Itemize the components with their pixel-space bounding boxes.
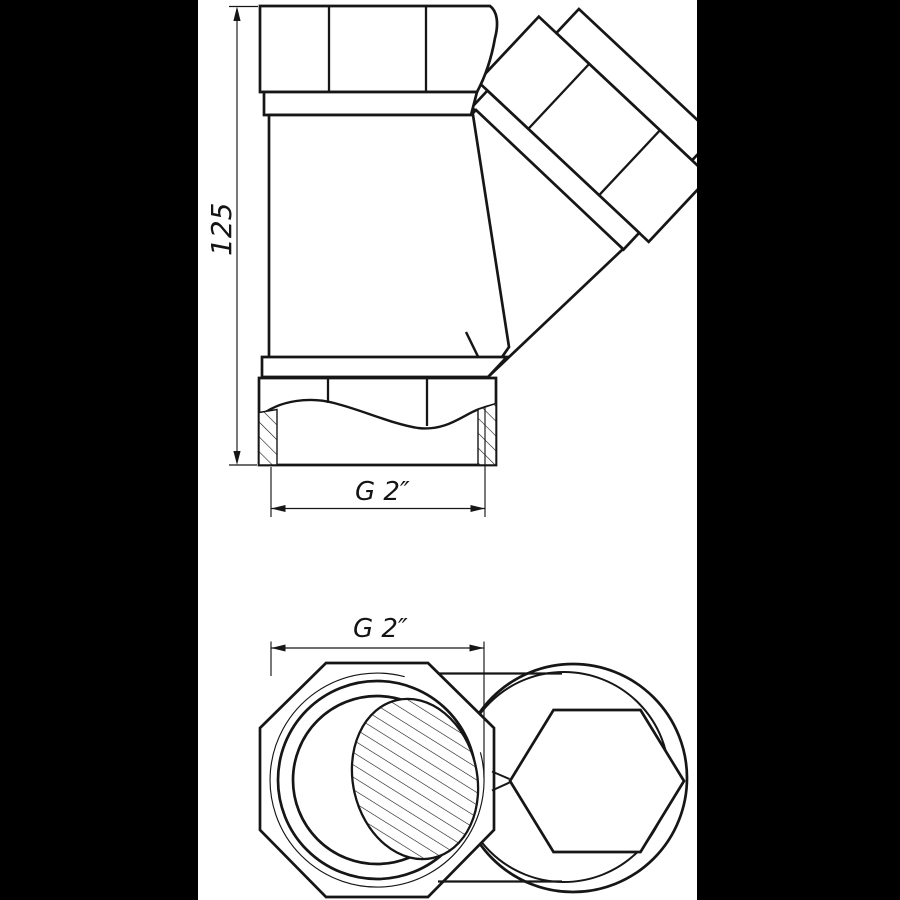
letterbox-right — [697, 0, 900, 900]
dimension-label: G 2″ — [355, 477, 410, 507]
drawing-sheet — [198, 0, 697, 900]
arrowhead-down — [233, 451, 240, 465]
arrowhead-left — [271, 645, 286, 652]
top-collar — [264, 92, 477, 115]
arrowhead-left — [271, 505, 286, 512]
bottom-nut — [259, 378, 496, 465]
body — [269, 115, 509, 377]
dimension-height-125 — [205, 7, 258, 466]
arrowhead-right — [471, 505, 486, 512]
end-view — [260, 663, 687, 897]
bottom-collar — [262, 357, 507, 377]
dimension-label: 125 — [205, 202, 238, 256]
top-nut — [260, 6, 497, 92]
letterbox-left — [0, 0, 198, 900]
front-view — [259, 6, 697, 465]
section-hatch-left — [259, 410, 277, 466]
arrowhead-up — [233, 7, 240, 22]
section-hatch-right — [478, 404, 496, 466]
arrowhead-right — [470, 645, 485, 652]
technical-drawing — [198, 0, 697, 900]
dimension-label: G 2″ — [353, 614, 408, 644]
